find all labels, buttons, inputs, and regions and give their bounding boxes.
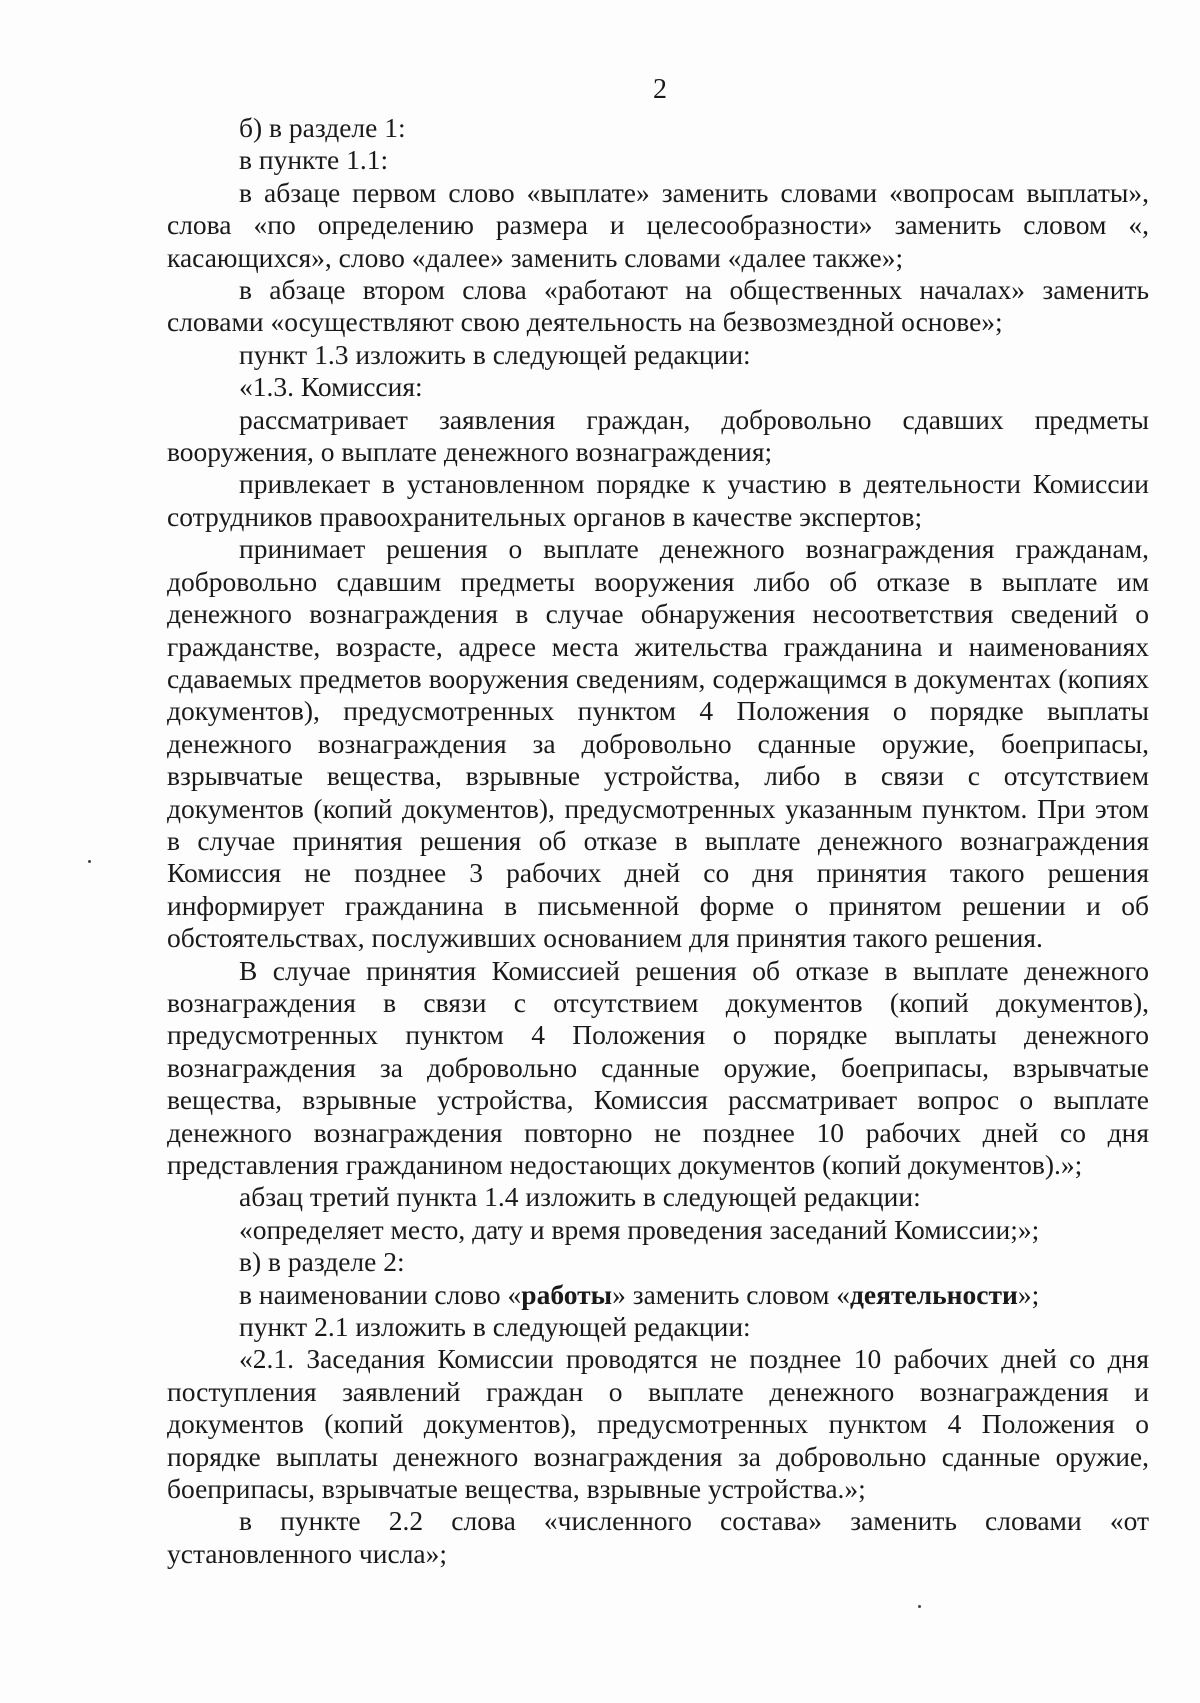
paragraph-refusal-case: В случае принятия Комиссией решения об отказе в выплате денежного вознаграждения в связи с отсутствием документов (копий документов), предусмотренных пунктом 4 Положения о порядке выплаты денежного вознаграждения за добровольно сданные оружие, боеприпасы, взрывчатые вещества, взрывные устройства, Комиссия рассматривает вопрос о выплате денежного вознаграждения повторно не позднее 10 рабочих дней со дня представления гражданином недостающих документов (копий документов).»;	[167, 954, 1149, 1180]
naming-text-after: »;	[1017, 1278, 1040, 1310]
paragraph-point-2-1-heading: пункт 2.1 изложить в следующей редакции:	[239, 1311, 751, 1343]
paragraph-commission-reviews: рассматривает заявления граждан, добровольно сдавших предметы вооружения, о выплате денежного вознаграждения;	[167, 403, 1149, 468]
page-number: 2	[653, 74, 667, 105]
paragraph-second-abzac-change: в абзаце втором слова «работают на общественных началах» заменить словами «осуществляют свою деятельность на безвозмездной основе»;	[167, 274, 1149, 338]
paragraph-section-2-heading: в) в разделе 2:	[239, 1246, 405, 1278]
paragraph-commission-decides: принимает решения о выплате денежного вознаграждения гражданам, добровольно сдавшим предметы вооружения либо об отказе в выплате им денежного вознаграждения в случае обнаружения несоответствия сведений о гражданстве, возрасте, адресе места жительства гражданина и наименованиях сдаваемых предметов вооружения сведениям, содержащимся в документах (копиях документов), предусмотренных пунктом 4 Положения о порядке выплаты денежного вознаграждения за добровольно сданные оружие, боеприпасы, взрывчатые вещества, взрывные устройства, либо в связи с отсутствием документов (копий документов), предусмотренных указанным пунктом. При этом в случае принятия решения об отказе в выплате денежного вознаграждения Комиссия не позднее 3 рабочих дней со дня принятия такого решения информирует гражданина в письменной форме о принятом решении и об обстоятельствах, послуживших основанием для принятия такого решения.	[167, 533, 1149, 954]
paragraph-meetings-deadline: «2.1. Заседания Комиссии проводятся не позднее 10 рабочих дней со дня поступления заявлений граждан о выплате денежного вознаграждения и документов (копий документов), предусмотренных пунктом 4 Положения о порядке выплаты денежного вознаграждения за добровольно сданные оружие, боеприпасы, взрывчатые вещества, взрывные устройства.»;	[167, 1343, 1149, 1505]
scan-speck	[88, 860, 91, 863]
paragraph-point-1-4-heading: абзац третий пункта 1.4 изложить в следующей редакции:	[239, 1181, 921, 1213]
paragraph-point-1-1-heading: в пункте 1.1:	[239, 144, 389, 176]
naming-word-new: деятельности	[850, 1278, 1018, 1310]
paragraph-naming-change	[167, 1279, 1149, 1311]
document-body	[167, 112, 1149, 1570]
paragraph-commission-title: «1.3. Комиссия:	[239, 371, 423, 403]
paragraph-point-2-2-change: в пункте 2.2 слова «численного состава» заменить словами «от установленного числа»;	[167, 1505, 1149, 1569]
paragraph-section-1-heading: б) в разделе 1:	[239, 112, 406, 143]
paragraph-first-abzac-change: в абзаце первом слово «выплате» заменить словами «вопросам выплаты», слова «по определению размера и целесообразности» заменить словом «, касающихся», слово «далее» заменить словами «далее также»;	[167, 176, 1149, 273]
paragraph-point-1-3-heading: пункт 1.3 изложить в следующей редакции:	[239, 338, 751, 370]
naming-text-before: в наименовании слово «	[239, 1278, 522, 1310]
paragraph-meetings-place: «определяет место, дату и время проведения заседаний Комиссии;»;	[239, 1213, 1040, 1245]
naming-word-old: работы	[521, 1278, 613, 1310]
naming-text-middle: » заменить словом «	[612, 1278, 850, 1310]
scan-speck	[918, 1605, 921, 1608]
paragraph-commission-engages: привлекает в установленном порядке к участию в деятельности Комиссии сотрудников правоохранительных органов в качестве экспертов;	[167, 468, 1149, 532]
